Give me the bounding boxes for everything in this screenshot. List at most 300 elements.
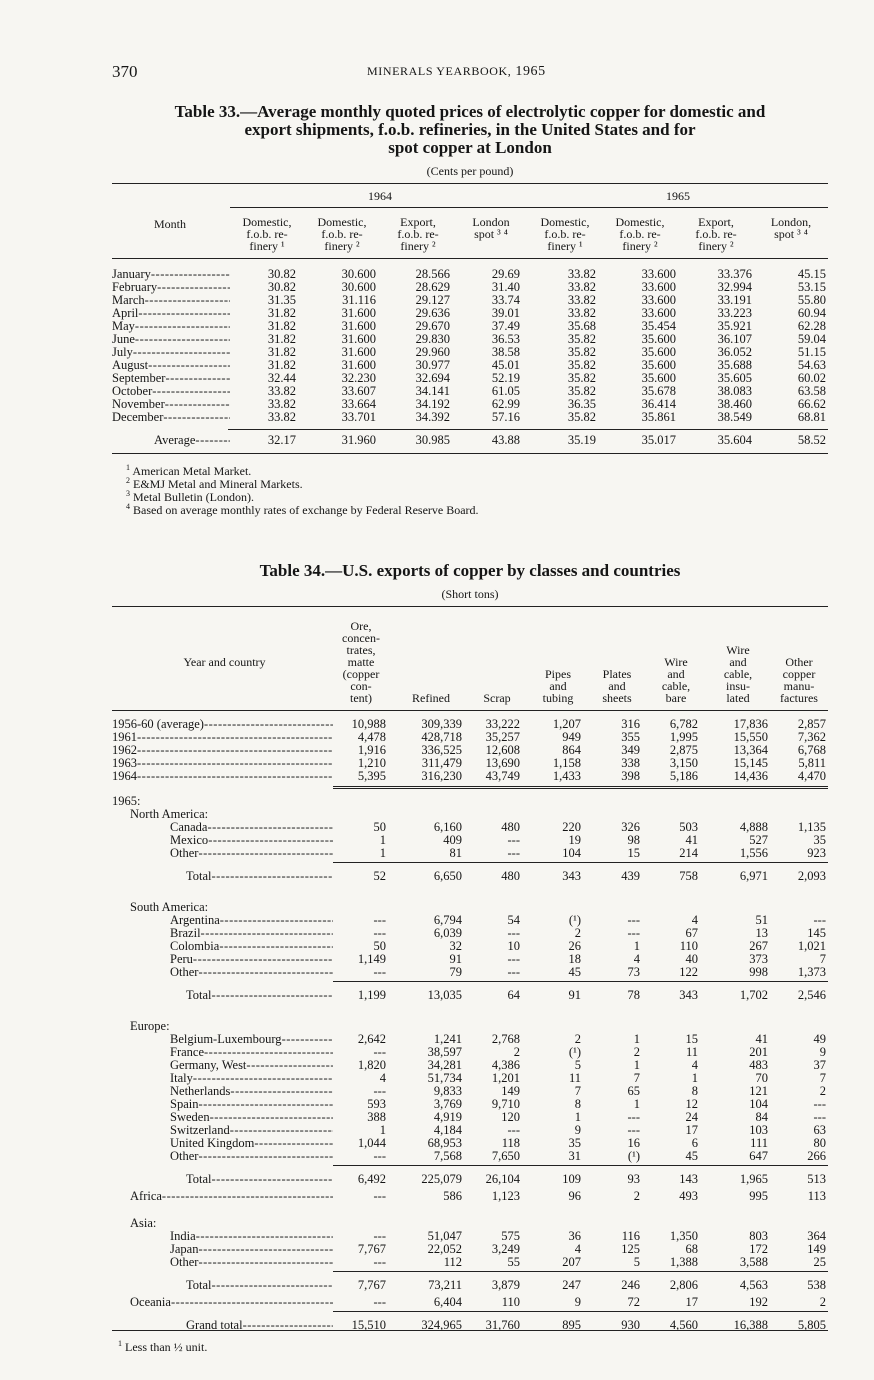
value-cell: 2 [819, 1295, 826, 1309]
value-cell: 398 [621, 769, 640, 783]
value-cell: 26,104 [485, 1172, 520, 1186]
value-cell: 104 [749, 1097, 768, 1111]
value-cell: 9,710 [491, 1097, 520, 1111]
value-cell: 36 [568, 1229, 581, 1243]
value-cell: --- [373, 1189, 386, 1203]
value-cell: --- [507, 846, 520, 860]
value-cell: 3,879 [491, 1278, 520, 1292]
value-cell: 16 [627, 1136, 640, 1150]
row-label-text: Spain [170, 1098, 199, 1111]
table33-col-header-line: Domestic, [540, 215, 590, 229]
row-label-text: Brazil [170, 927, 201, 940]
table33-col-header-line: f.o.b. re- [695, 227, 737, 241]
table33-col-header-line: Export, [698, 215, 734, 229]
row-label-text: 1965: [112, 795, 141, 808]
price-cell: 34.392 [415, 410, 450, 424]
month-label [112, 307, 230, 320]
table33-col-header-line: f.o.b. re- [619, 227, 661, 241]
table33-col-header-line: finery ¹ [249, 239, 285, 253]
value-cell: 503 [679, 820, 698, 834]
price-cell: 35.82 [567, 371, 596, 385]
row-label [170, 1098, 333, 1111]
price-cell: 39.01 [491, 306, 520, 320]
price-cell: 33.664 [341, 397, 376, 411]
table34-row [112, 1173, 828, 1186]
value-cell: 586 [443, 1189, 462, 1203]
price-cell: 33.82 [567, 293, 596, 307]
average-cell: 35.604 [717, 433, 752, 447]
value-cell: 247 [562, 1278, 581, 1292]
value-cell: 18 [568, 952, 581, 966]
price-cell: 31.82 [267, 358, 296, 372]
value-cell: 2 [574, 1032, 581, 1046]
value-cell: 2,093 [797, 869, 826, 883]
table34-col-header [648, 656, 704, 704]
price-cell: 33.82 [567, 306, 596, 320]
average-cell: 30.985 [415, 433, 450, 447]
month-name: November [112, 398, 165, 411]
row-label-text: United Kingdom [170, 1137, 255, 1150]
value-cell: 80 [813, 1136, 826, 1150]
price-cell: 35.68 [567, 319, 596, 333]
value-cell: 73,211 [428, 1278, 462, 1292]
row-label [170, 927, 333, 940]
month-label [112, 385, 230, 398]
value-cell: 1,702 [739, 988, 768, 1002]
value-cell: 118 [501, 1136, 520, 1150]
table34-col-header-line: factures [780, 691, 818, 705]
price-cell: 31.82 [267, 319, 296, 333]
average-cell: 58.52 [797, 433, 826, 447]
table34-row [112, 901, 828, 914]
row-label-text: Italy [170, 1072, 193, 1085]
value-cell: 338 [621, 756, 640, 770]
row-label-text: Peru [170, 953, 193, 966]
footnote-mark: 1 [126, 463, 130, 472]
value-cell: 6,794 [433, 913, 462, 927]
leader-dots [204, 718, 333, 731]
leader-dots [193, 953, 333, 966]
table33-col-header-line: finery ² [324, 239, 360, 253]
price-cell: 30.82 [267, 267, 296, 281]
value-cell: 3,150 [669, 756, 698, 770]
value-cell: 13 [755, 926, 768, 940]
value-cell: 37 [813, 1058, 826, 1072]
table33-year-1964: 1964 [368, 189, 392, 203]
table34-col-header-line: cable, [661, 679, 691, 693]
value-cell: 4 [574, 1242, 581, 1256]
value-cell: 143 [679, 1172, 698, 1186]
value-cell: 1 [379, 846, 386, 860]
table34-row [112, 731, 828, 744]
value-cell: 43,749 [485, 769, 520, 783]
value-cell: 24 [685, 1110, 698, 1124]
value-cell: 1,373 [797, 965, 826, 979]
value-cell: 4,184 [433, 1123, 462, 1137]
value-cell: 13,035 [427, 988, 462, 1002]
price-cell: 32.44 [267, 371, 296, 385]
value-cell: 2,875 [669, 743, 698, 757]
row-label-text: Total [186, 1173, 212, 1186]
table33-average [112, 434, 828, 447]
value-cell: 2,806 [669, 1278, 698, 1292]
table33-col-header-line: finery ² [622, 239, 658, 253]
running-title: MINERALS YEARBOOK, 1965 [367, 64, 546, 79]
leader-dots [208, 834, 333, 847]
value-cell: 1 [574, 1110, 581, 1124]
table33-col-header [380, 216, 456, 252]
value-cell: 63 [813, 1123, 826, 1137]
table34-row [112, 795, 828, 808]
value-cell: 3,769 [433, 1097, 462, 1111]
price-cell: 33.82 [267, 397, 296, 411]
value-cell: 758 [679, 869, 698, 883]
value-cell: 104 [562, 846, 581, 860]
value-cell: 78 [627, 988, 640, 1002]
value-cell: --- [507, 1123, 520, 1137]
value-cell: 52 [373, 869, 386, 883]
price-cell: 51.15 [797, 345, 826, 359]
table34-row [112, 870, 828, 883]
value-cell: 4,386 [491, 1058, 520, 1072]
table33-title-line1: Table 33.—Average monthly quoted prices of electrolytic copper for domestic and [174, 102, 766, 121]
value-cell: 125 [621, 1242, 640, 1256]
price-cell: 29.830 [415, 332, 450, 346]
row-label-text: Europe: [130, 1020, 170, 1033]
value-cell: 316 [621, 717, 640, 731]
month-name: March [112, 294, 145, 307]
value-cell: 2 [633, 1045, 640, 1059]
value-cell: 1 [633, 1097, 640, 1111]
value-cell: 373 [749, 952, 768, 966]
value-cell: 4,470 [797, 769, 826, 783]
leader-dots [152, 385, 230, 398]
value-cell: 428,718 [421, 730, 462, 744]
row-label-text: Germany, West [170, 1059, 247, 1072]
value-cell: 7 [819, 952, 826, 966]
value-cell: 49 [813, 1032, 826, 1046]
value-cell: 2,768 [491, 1032, 520, 1046]
price-cell: 37.49 [491, 319, 520, 333]
price-cell: 35.82 [567, 410, 596, 424]
value-cell: 4 [691, 913, 698, 927]
value-cell: 4,919 [433, 1110, 462, 1124]
leader-dots [212, 989, 333, 1002]
leader-dots [282, 1033, 333, 1046]
row-label-text: Total [186, 870, 212, 883]
price-cell: 33.82 [567, 267, 596, 281]
table33-col-header-line: spot ³ ⁴ [774, 227, 808, 241]
table34-col-header-line: trates, [346, 643, 376, 657]
value-cell: 93 [627, 1172, 640, 1186]
row-label [170, 1124, 333, 1137]
leader-dots [230, 1124, 333, 1137]
value-cell: 79 [449, 965, 462, 979]
table34-col-header-line: tent) [350, 691, 372, 705]
table34-row [112, 953, 828, 966]
table34-row [112, 1137, 828, 1150]
value-cell: 343 [679, 988, 698, 1002]
value-cell: 930 [621, 1318, 640, 1332]
value-cell: 51 [755, 913, 768, 927]
value-cell: 538 [807, 1278, 826, 1292]
value-cell: (¹) [568, 1045, 581, 1059]
row-label-text: Other [170, 1256, 199, 1269]
value-cell: --- [373, 965, 386, 979]
month-name: May [112, 320, 135, 333]
price-cell: 32.694 [415, 371, 450, 385]
price-cell: 35.454 [641, 319, 676, 333]
value-cell: 2,546 [797, 988, 826, 1002]
row-label [130, 808, 333, 821]
value-cell: --- [813, 913, 826, 927]
month-name: August [112, 359, 149, 372]
table33-col-header [602, 216, 678, 252]
table34-col-header-line: cable, [723, 667, 753, 681]
month-label [112, 372, 230, 385]
value-cell: 1,916 [357, 743, 386, 757]
table33-units: (Cents per pound) [426, 164, 514, 178]
price-cell: 31.35 [267, 293, 296, 307]
leader-dots [198, 847, 333, 860]
month-name: December [112, 411, 164, 424]
table34-row [112, 989, 828, 1002]
value-cell: 4,888 [739, 820, 768, 834]
price-cell: 63.58 [797, 384, 826, 398]
value-cell: 1,199 [357, 988, 386, 1002]
row-label-text: Total [186, 1279, 212, 1292]
table33-col-header-line: London, [770, 215, 812, 229]
table33-title-line3: spot copper at London [388, 138, 552, 157]
value-cell: 1,123 [491, 1189, 520, 1203]
row-label-text: Argentina [170, 914, 220, 927]
row-label [130, 1296, 333, 1309]
row-label [170, 914, 333, 927]
value-cell: (¹) [627, 1149, 640, 1163]
value-cell: 64 [507, 988, 520, 1002]
table34-row [112, 1072, 828, 1085]
row-label [170, 1033, 333, 1046]
value-cell: 1,388 [669, 1255, 698, 1269]
row-label-text: Switzerland [170, 1124, 230, 1137]
value-cell: 6,782 [669, 717, 698, 731]
value-cell: 192 [749, 1295, 768, 1309]
table34-col-header-line: Wire [726, 643, 750, 657]
table34-row [112, 1279, 828, 1292]
value-cell: 15 [685, 1032, 698, 1046]
table34-col-header [590, 668, 644, 704]
table33-col-header-line: Domestic, [615, 215, 665, 229]
leader-dots [198, 1150, 333, 1163]
price-cell: 29.69 [491, 267, 520, 281]
row-label [170, 847, 333, 860]
table34-row [112, 1020, 828, 1033]
table34-col-header-line: insu- [726, 679, 750, 693]
price-cell: 52.19 [491, 371, 520, 385]
table33-col-header-line: f.o.b. re- [397, 227, 439, 241]
value-cell: 9 [819, 1045, 826, 1059]
table33-col-header [528, 216, 602, 252]
leader-dots [219, 940, 333, 953]
leader-dots [196, 1230, 333, 1243]
price-cell: 32.994 [717, 280, 752, 294]
value-cell: --- [507, 965, 520, 979]
value-cell: 336,525 [421, 743, 462, 757]
value-cell: 316,230 [421, 769, 462, 783]
value-cell: 1,350 [669, 1229, 698, 1243]
value-cell: 35 [813, 833, 826, 847]
row-label [170, 1150, 333, 1163]
value-cell: 122 [679, 965, 698, 979]
leader-dots [137, 757, 333, 770]
value-cell: 98 [627, 833, 640, 847]
table34-col-header-line: and [549, 679, 567, 693]
table34-col-header-line: matte [347, 655, 375, 669]
value-cell: --- [373, 1084, 386, 1098]
table34-row [112, 927, 828, 940]
average-cell: 35.017 [641, 433, 676, 447]
value-cell: 31 [568, 1149, 581, 1163]
row-label [170, 940, 333, 953]
leader-dots [137, 744, 333, 757]
value-cell: --- [373, 1229, 386, 1243]
table34-row [112, 808, 828, 821]
average-text: Average [154, 434, 196, 447]
average-cell: 32.17 [267, 433, 296, 447]
row-label [130, 1190, 333, 1203]
row-label-text: Other [170, 966, 199, 979]
value-cell: 6,971 [739, 869, 768, 883]
price-cell: 33.607 [341, 384, 376, 398]
value-cell: 1,149 [357, 952, 386, 966]
table34-section-rule [333, 786, 828, 789]
row-label-text: North America: [130, 808, 209, 821]
value-cell: 201 [749, 1045, 768, 1059]
total-rule [333, 1311, 828, 1312]
value-cell: 96 [568, 1189, 581, 1203]
value-cell: 81 [449, 846, 462, 860]
average-cell: 43.88 [491, 433, 520, 447]
month-name: July [112, 346, 133, 359]
row-label [170, 1072, 333, 1085]
month-name: April [112, 307, 139, 320]
leader-dots [212, 1173, 333, 1186]
leader-dots [151, 268, 230, 281]
value-cell: 121 [749, 1084, 768, 1098]
row-label [170, 1256, 333, 1269]
value-cell: --- [627, 926, 640, 940]
value-cell: 13,364 [733, 743, 768, 757]
value-cell: 7,568 [433, 1149, 462, 1163]
value-cell: 91 [449, 952, 462, 966]
table34-row [112, 1059, 828, 1072]
row-label-text: South America: [130, 901, 209, 914]
value-cell: 103 [749, 1123, 768, 1137]
table34-col-header-line: Refined [412, 691, 450, 705]
price-cell: 33.600 [641, 293, 676, 307]
table33-col-header-line: Export, [400, 215, 436, 229]
value-cell: 1 [379, 833, 386, 847]
table34-col-header-line: Ore, [350, 619, 372, 633]
table34-bottom-rule [112, 1330, 828, 1331]
row-label-text: 1956-60 (average) [112, 718, 204, 731]
price-cell: 62.28 [797, 319, 826, 333]
month-label [112, 281, 230, 294]
value-cell: 32 [449, 939, 462, 953]
table33-title-line2: export shipments, f.o.b. refineries, in the United States and for [244, 120, 696, 139]
row-label [112, 744, 333, 757]
value-cell: 267 [749, 939, 768, 953]
table34-col-header-line: Pipes [544, 667, 571, 681]
month-label [112, 411, 230, 424]
row-label-text: Mexico [170, 834, 209, 847]
value-cell: 149 [807, 1242, 826, 1256]
value-cell: 149 [501, 1084, 520, 1098]
value-cell: 17 [685, 1295, 698, 1309]
value-cell: 439 [621, 869, 640, 883]
month-label [112, 268, 230, 281]
month-label [112, 333, 230, 346]
value-cell: 2 [574, 926, 581, 940]
price-cell: 38.549 [717, 410, 752, 424]
table33-col-header-line: finery ² [400, 239, 436, 253]
month-name: September [112, 372, 166, 385]
value-cell: 7,650 [491, 1149, 520, 1163]
value-cell: 7,767 [357, 1242, 386, 1256]
leader-dots [145, 294, 230, 307]
value-cell: 116 [621, 1229, 640, 1243]
footnote-mark: 4 [126, 502, 130, 511]
table34-col-header-line: Scrap [483, 691, 511, 705]
value-cell: 998 [749, 965, 768, 979]
value-cell: 6,404 [433, 1295, 462, 1309]
value-cell: 207 [562, 1255, 581, 1269]
total-rule [333, 981, 828, 982]
leader-dots [198, 1098, 333, 1111]
table34-row [112, 966, 828, 979]
value-cell: 1,433 [552, 769, 581, 783]
value-cell: 33,222 [485, 717, 520, 731]
value-cell: 45 [685, 1149, 698, 1163]
leader-dots [207, 821, 333, 834]
average-cell: 31.960 [341, 433, 376, 447]
value-cell: 5 [633, 1255, 640, 1269]
value-cell: 41 [755, 1032, 768, 1046]
price-cell: 62.99 [491, 397, 520, 411]
month-name: February [112, 281, 158, 294]
value-cell: 14,436 [733, 769, 768, 783]
row-label-text: Africa [130, 1190, 162, 1203]
value-cell: 2 [513, 1045, 520, 1059]
table33-col-header-line: Domestic, [242, 215, 292, 229]
price-cell: 31.600 [341, 358, 376, 372]
price-cell: 30.977 [415, 358, 450, 372]
price-cell: 31.82 [267, 306, 296, 320]
price-cell: 35.861 [641, 410, 676, 424]
table33-footnote [126, 500, 479, 517]
value-cell: 513 [807, 1172, 826, 1186]
value-cell: 16,388 [733, 1318, 768, 1332]
value-cell: 2 [819, 1084, 826, 1098]
value-cell: 214 [679, 846, 698, 860]
value-cell: 225,079 [421, 1172, 462, 1186]
table33-col-header-line: Domestic, [317, 215, 367, 229]
price-cell: 45.15 [797, 267, 826, 281]
value-cell: 110 [679, 939, 698, 953]
value-cell: 575 [501, 1229, 520, 1243]
page-header [112, 62, 828, 82]
price-cell: 59.04 [797, 332, 826, 346]
